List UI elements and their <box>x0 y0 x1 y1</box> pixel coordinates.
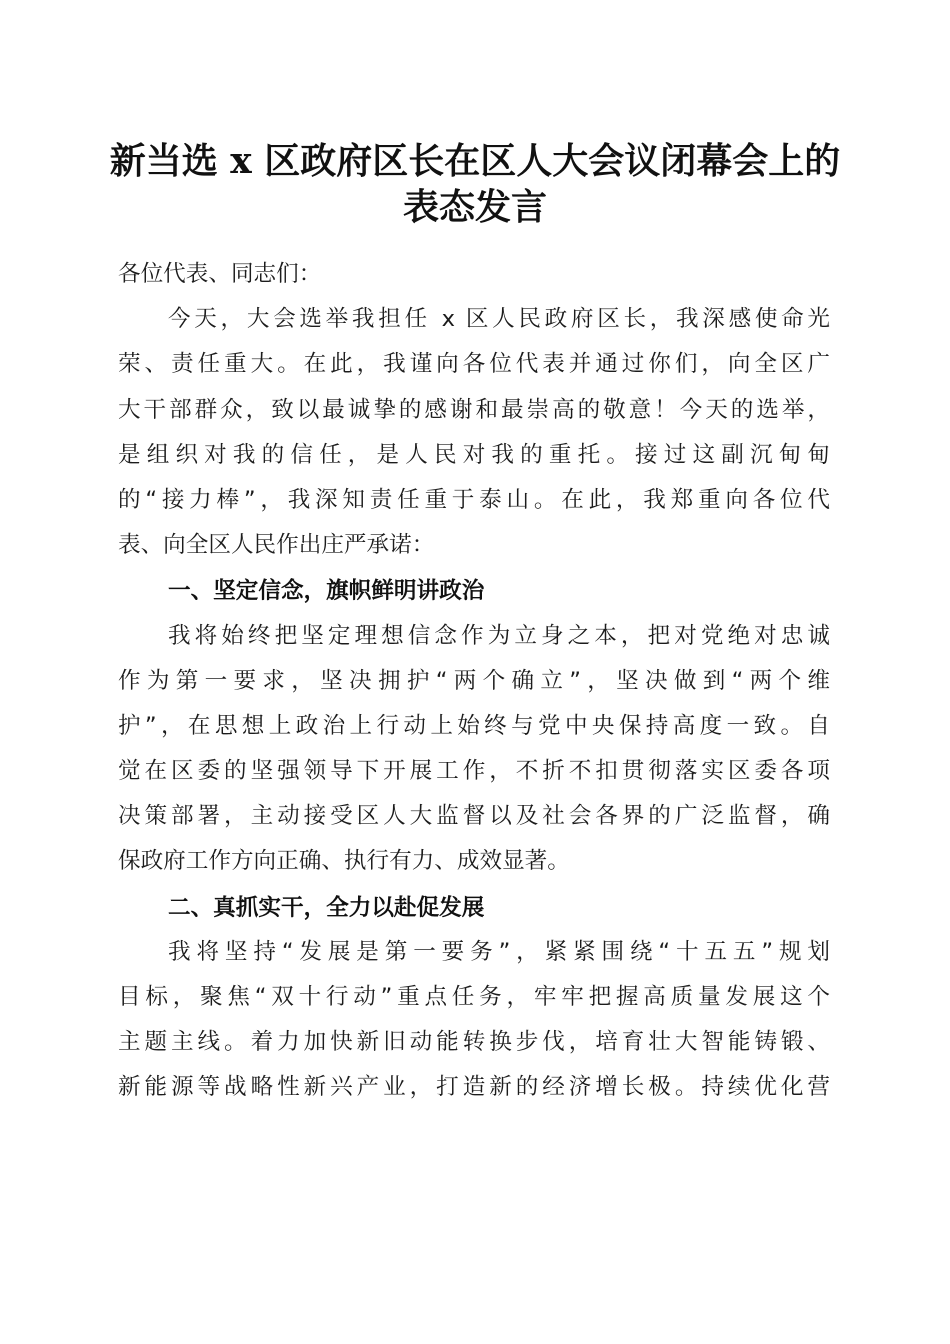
document-body <box>118 252 830 1111</box>
document-title-line-1: 新当选 x 区政府区长在区人大会议闭幕会上的 <box>109 140 841 182</box>
paragraph-3 <box>118 930 830 1111</box>
paragraph-line: 决策部署，主动接受区人大监督以及社会各界的广泛监督，确 <box>118 803 830 830</box>
paragraph-2 <box>118 614 830 885</box>
paragraph-line: 新能源等战略性新兴产业，打造新的经济增长极。持续优化营 <box>118 1074 830 1101</box>
paragraph-line: 表、向全区人民作出庄严承诺： <box>118 532 435 559</box>
paragraph-line: 我将始终把坚定理想信念作为立身之本，把对党绝对忠诚 <box>168 622 830 649</box>
paragraph-line: 护”，在思想上政治上行动上始终与党中央保持高度一致。自 <box>118 712 830 739</box>
paragraph-line: 荣、责任重大。在此，我谨向各位代表并通过你们，向全区广 <box>118 351 830 378</box>
paragraph-line: 大干部群众，致以最诚挚的感谢和最崇高的敬意！今天的选举， <box>118 396 830 423</box>
paragraph-line: 觉在区委的坚强领导下开展工作，不折不扣贯彻落实区委各项 <box>118 758 830 785</box>
paragraph-line: 保政府工作方向正确、执行有力、成效显著。 <box>118 848 570 875</box>
paragraph-line: 的“接力棒”，我深知责任重于泰山。在此，我郑重向各位代 <box>118 486 830 513</box>
paragraph-line: 作为第一要求，坚决拥护“两个确立”，坚决做到“两个维 <box>118 667 830 694</box>
section-heading-1: 一、坚定信念，旗帜鲜明讲政治 <box>168 578 485 604</box>
section-heading-2: 二、真抓实干，全力以赴促发展 <box>168 894 485 920</box>
paragraph-line: 我将坚持“发展是第一要务”，紧紧围绕“十五五”规划 <box>168 938 830 965</box>
paragraph-line: 目标，聚焦“双十行动”重点任务，牢牢把握高质量发展这个 <box>118 984 830 1010</box>
paragraph-line: 是组织对我的信任，是人民对我的重托。接过这副沉甸甸 <box>118 441 830 468</box>
document-title-line-2: 表态发言 <box>402 186 547 228</box>
paragraph-line: 今天，大会选举我担任 x 区人民政府区长，我深感使命光 <box>168 306 830 333</box>
paragraph-1 <box>118 297 830 568</box>
paragraph-line: 主题主线。着力加快新旧动能转换步伐，培育壮大智能铸锻、 <box>118 1029 830 1056</box>
salutation: 各位代表、同志们： <box>118 261 322 287</box>
